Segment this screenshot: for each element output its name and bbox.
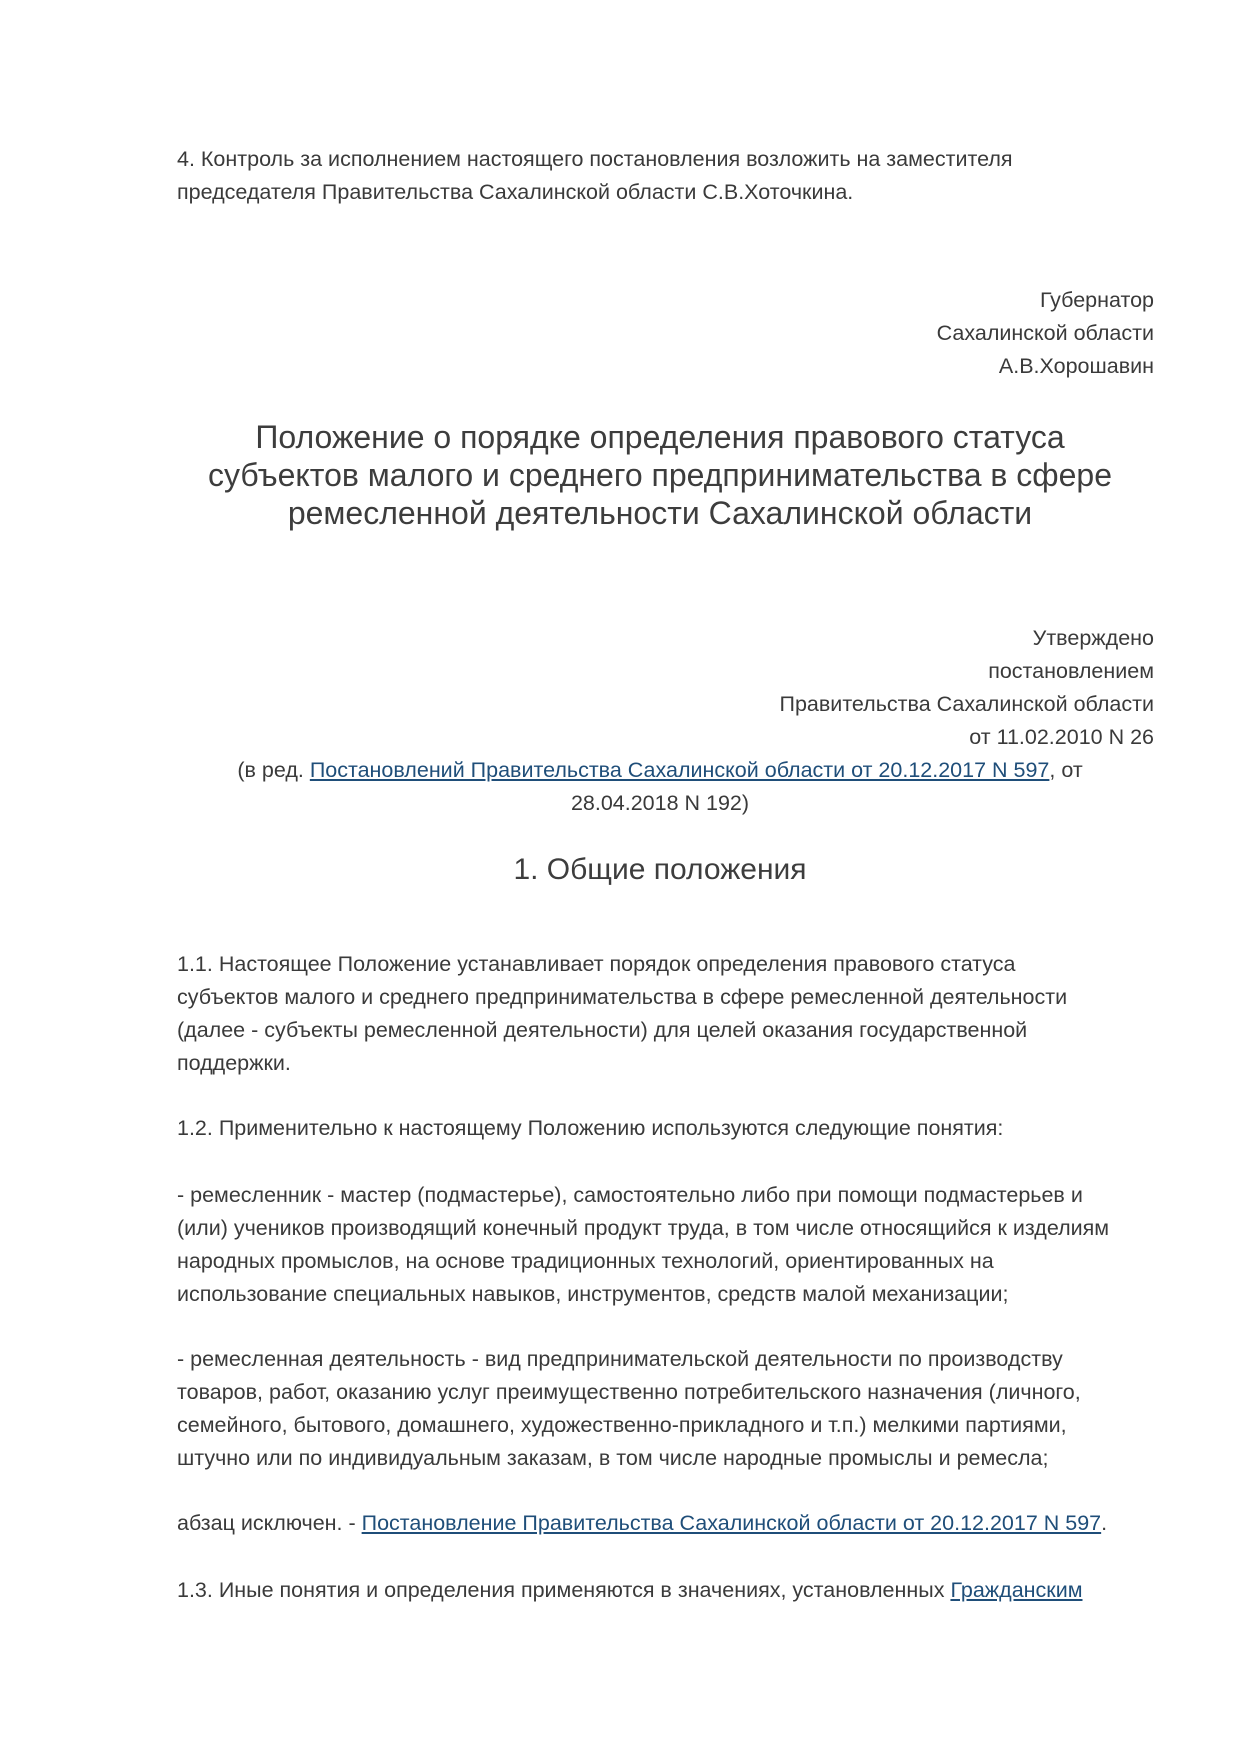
signature-position: Губернатор xyxy=(1039,288,1154,312)
paragraph-line xyxy=(177,1507,1177,1540)
paragraph-line: - ремесленник - мастер (подмастерье), самостоятельно либо при помощи подмастерьев и xyxy=(177,1183,1083,1207)
paragraph-line: (далее - субъекты ремесленной деятельности) для целей оказания государственной xyxy=(177,1018,1028,1042)
paragraph-line: - ремесленная деятельность - вид предпринимательской деятельности по производству xyxy=(177,1347,1063,1371)
paragraph-4 xyxy=(177,143,1177,209)
paragraph-line: народных промыслов, на основе традиционных технологий, ориентированных на xyxy=(177,1249,994,1273)
edition-line xyxy=(177,754,1143,787)
approval-line: Правительства Сахалинской области xyxy=(779,692,1154,716)
excluded-link[interactable]: Постановление Правительства Сахалинской области от 20.12.2017 N 597 xyxy=(361,1511,1102,1535)
document-title xyxy=(177,418,1143,532)
paragraph-1-1 xyxy=(177,948,1177,1080)
signature-region: Сахалинской области xyxy=(936,321,1154,345)
paragraph-line: поддержки. xyxy=(177,1051,291,1075)
paragraph-line xyxy=(177,1574,1177,1607)
p1-3-prefix: 1.3. Иные понятия и определения применяются в значениях, установленных xyxy=(177,1578,951,1602)
title-line: Положение о порядке определения правового статуса xyxy=(255,419,1065,455)
paragraph-line: использование специальных навыков, инструментов, средств малой механизации; xyxy=(177,1282,1009,1306)
governor-signature xyxy=(937,284,1154,383)
edition-prefix: (в ред. xyxy=(237,758,310,782)
excluded-prefix: абзац исключен. - xyxy=(177,1511,362,1535)
section-1 xyxy=(177,852,1143,888)
paragraph-line: товаров, работ, оказанию услуг преимущественно потребительского назначения (личного, xyxy=(177,1380,1081,1404)
section-title: 1. Общие положения xyxy=(513,853,807,886)
edition-suffix: , от xyxy=(1049,758,1083,782)
approval-line: постановлением xyxy=(988,659,1154,683)
definition-craft-activity xyxy=(177,1343,1177,1475)
paragraph-line: 1.2. Применительно к настоящему Положению используются следующие понятия: xyxy=(177,1116,1004,1140)
paragraph-line: семейного, бытового, домашнего, художественно-прикладного и т.п.) мелкими партиями, xyxy=(177,1413,1067,1437)
approval-block xyxy=(780,622,1154,754)
definition-craftsman xyxy=(177,1179,1177,1311)
paragraph-line: штучно или по индивидуальным заказам, в том числе народные промыслы и ремесла; xyxy=(177,1446,1049,1470)
excluded-paragraph xyxy=(177,1507,1177,1540)
approval-line: Утверждено xyxy=(1032,626,1154,650)
paragraph-line: субъектов малого и среднего предпринимательства в сфере ремесленной деятельности xyxy=(177,985,1068,1009)
excluded-suffix: . xyxy=(1101,1511,1108,1535)
paragraph-1-2 xyxy=(177,1112,1177,1145)
title-line: ремесленной деятельности Сахалинской области xyxy=(287,495,1033,531)
paragraph-line: председателя Правительства Сахалинской области С.В.Хоточкина. xyxy=(177,180,854,204)
civil-code-link[interactable]: Гражданским xyxy=(950,1578,1083,1602)
edition-link[interactable]: Постановлений Правительства Сахалинской области от 20.12.2017 N 597 xyxy=(309,758,1050,782)
approval-date: от 11.02.2010 N 26 xyxy=(969,725,1154,749)
paragraph-1-3 xyxy=(177,1574,1177,1607)
signature-name: А.В.Хорошавин xyxy=(998,354,1154,378)
edition-line-2: 28.04.2018 N 192) xyxy=(570,791,750,815)
document-title-text xyxy=(177,418,1143,532)
paragraph-line: 1.1. Настоящее Положение устанавливает порядок определения правового статуса xyxy=(177,952,1016,976)
paragraph-line: (или) учеников производящий конечный продукт труда, в том числе относящийся к изделиям xyxy=(177,1216,1110,1240)
edition-note xyxy=(177,754,1143,820)
paragraph-line: 4. Контроль за исполнением настоящего постановления возложить на заместителя xyxy=(177,147,1013,171)
title-line: субъектов малого и среднего предпринимательства в сфере xyxy=(208,457,1112,493)
